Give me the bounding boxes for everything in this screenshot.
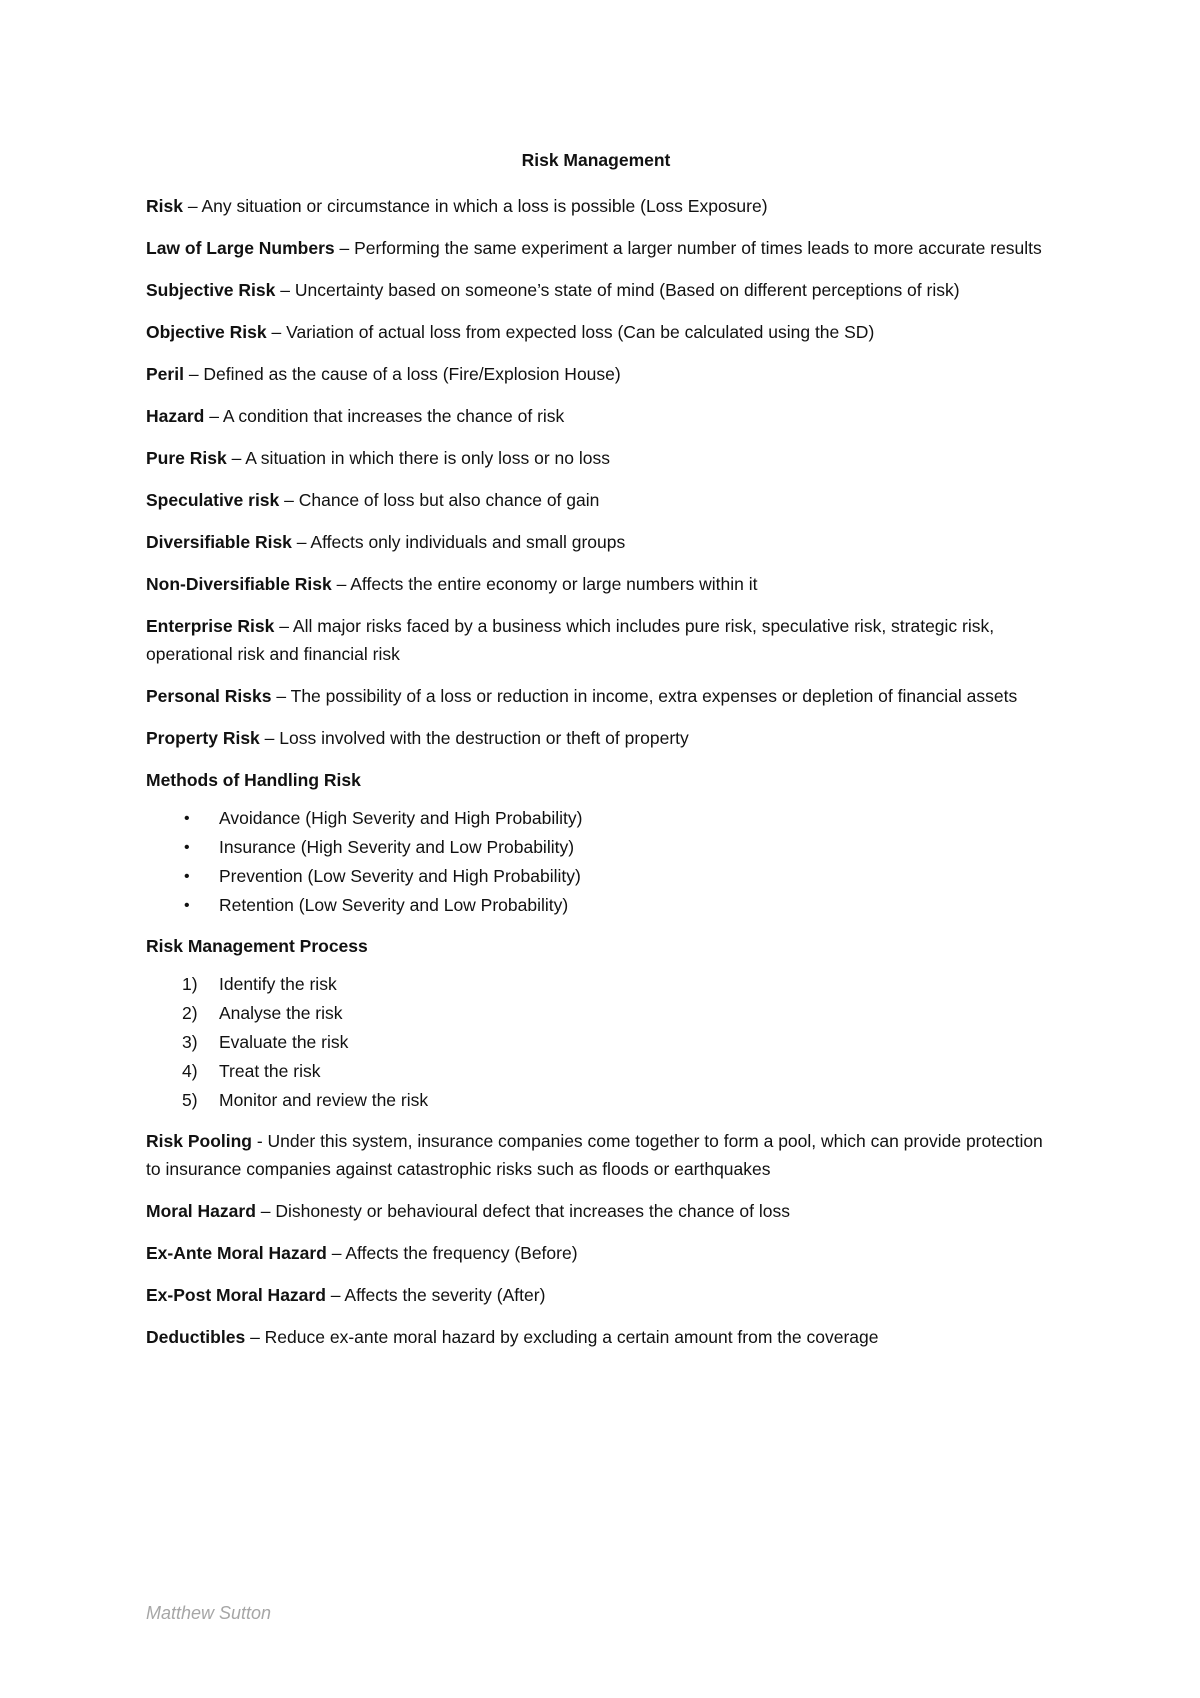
definition-term: Risk [146,196,183,216]
definition-text: Uncertainty based on someone’s state of mind (Based on different perceptions of risk) [294,280,960,300]
definition-term: Objective Risk [146,322,267,342]
definition-separator: – [255,1201,276,1221]
step-number: 3) [182,1032,198,1052]
definition-term: Diversifiable Risk [146,532,292,552]
definition-text: Affects the entire economy or large numbers within it [350,574,758,594]
definition-text: Performing the same experiment a larger number of times leads to more accurate results [354,238,1042,258]
bullet-icon: • [184,897,190,914]
list-item [146,999,1046,1028]
definition-term: Pure Risk [146,448,227,468]
list-item [146,804,1046,833]
list-item [146,1086,1046,1115]
definition-separator: – [331,574,351,594]
list-item [146,970,1046,999]
definition-separator: – [259,728,280,748]
definition-term: Property Risk [146,728,260,748]
definition-separator: – [274,616,293,636]
step-text: Treat the risk [219,1061,321,1081]
definition-term: Deductibles [146,1327,246,1347]
list-item [146,1028,1046,1057]
definition-text: Affects the frequency (Before) [345,1243,578,1263]
definition-text: Affects only individuals and small groups [310,532,626,552]
definition-separator: – [245,1327,265,1347]
step-text: Identify the risk [219,974,337,994]
step-number: 4) [182,1061,198,1081]
definition-term: Enterprise Risk [146,616,275,636]
definition-diversifiable-risk [146,528,1046,556]
step-number: 5) [182,1090,198,1110]
definition-pure-risk [146,444,1046,472]
definition-moral-hazard [146,1197,1046,1225]
definition-risk-pooling [146,1127,1046,1183]
definition-separator: – [275,280,295,300]
document-page [146,132,1046,1365]
definition-text: All major risks faced by a business which includes pure risk, speculative risk, strategic risk, operational risk and financial risk [146,616,995,664]
definition-separator: – [271,686,291,706]
definitions-list-a [146,192,1046,752]
definition-personal-risks [146,682,1046,710]
definition-subjective-risk [146,276,1046,304]
definition-law-of-large-numbers [146,234,1046,262]
definition-separator: – [204,406,223,426]
bullet-icon: • [184,839,190,856]
list-item [146,891,1046,920]
definition-separator: – [334,238,355,258]
definition-term: Risk Pooling [146,1131,252,1151]
definition-separator: - [251,1131,268,1151]
definition-separator: – [226,448,246,468]
step-text: Monitor and review the risk [219,1090,429,1110]
methods-list [146,804,1046,920]
definition-text: Affects the severity (After) [344,1285,546,1305]
definition-text: Chance of loss but also chance of gain [298,490,600,510]
definition-separator: – [326,1243,346,1263]
process-heading: Risk Management Process [146,936,368,956]
definition-term: Hazard [146,406,205,426]
definition-term: Personal Risks [146,686,272,706]
list-item [146,833,1046,862]
definition-term: Ex-Post Moral Hazard [146,1285,326,1305]
definition-separator: – [183,364,204,384]
definition-separator: – [182,196,202,216]
definition-text: Variation of actual loss from expected loss (Can be calculated using the SD) [286,322,875,342]
list-item-text: Insurance (High Severity and Low Probability) [219,837,575,857]
step-number: 2) [182,1003,198,1023]
definition-text: Defined as the cause of a loss (Fire/Explosion House) [203,364,621,384]
definition-text: Dishonesty or behavioural defect that increases the chance of loss [275,1201,790,1221]
definition-property-risk [146,724,1046,752]
bullet-icon: • [184,810,190,827]
definition-text: The possibility of a loss or reduction in income, extra expenses or depletion of financial assets [290,686,1018,706]
definition-text: A condition that increases the chance of risk [222,406,565,426]
definition-objective-risk [146,318,1046,346]
definition-non-diversifiable-risk [146,570,1046,598]
document-title: Risk Management [521,150,671,170]
list-item-text: Prevention (Low Severity and High Probability) [219,866,581,886]
definition-text: Loss involved with the destruction or theft of property [279,728,689,748]
definition-term: Ex-Ante Moral Hazard [146,1243,327,1263]
methods-heading: Methods of Handling Risk [146,770,361,790]
list-item [146,862,1046,891]
definition-text: A situation in which there is only loss or no loss [245,448,610,468]
definition-term: Law of Large Numbers [146,238,335,258]
list-item [146,1057,1046,1086]
definition-peril [146,360,1046,388]
definition-text: Any situation or circumstance in which a loss is possible (Loss Exposure) [201,196,768,216]
step-number: 1) [182,974,198,994]
definition-term: Subjective Risk [146,280,276,300]
definition-text: Under this system, insurance companies come together to form a pool, which can provide protection to insurance companies against catastrophic risks such as floods or earthquakes [146,1131,1043,1179]
definition-term: Speculative risk [146,490,280,510]
definition-deductibles [146,1323,1046,1351]
step-text: Evaluate the risk [219,1032,349,1052]
definition-hazard [146,402,1046,430]
definition-ex-ante-moral-hazard [146,1239,1046,1267]
list-item-text: Avoidance (High Severity and High Probability) [219,808,583,828]
definition-enterprise-risk [146,612,1046,668]
definition-term: Moral Hazard [146,1201,256,1221]
list-item-text: Retention (Low Severity and Low Probability) [219,895,569,915]
definition-speculative-risk [146,486,1046,514]
step-text: Analyse the risk [219,1003,343,1023]
definition-risk [146,192,1046,220]
bullet-icon: • [184,868,190,885]
definition-separator: – [325,1285,345,1305]
definition-separator: – [266,322,287,342]
definition-term: Non-Diversifiable Risk [146,574,332,594]
definition-separator: – [291,532,311,552]
definition-term: Peril [146,364,184,384]
definition-ex-post-moral-hazard [146,1281,1046,1309]
definition-separator: – [279,490,299,510]
footer-author: Matthew Sutton [146,1603,272,1623]
definitions-list-b [146,1127,1046,1351]
definition-text: Reduce ex-ante moral hazard by excluding a certain amount from the coverage [264,1327,879,1347]
process-steps-list [146,970,1046,1115]
